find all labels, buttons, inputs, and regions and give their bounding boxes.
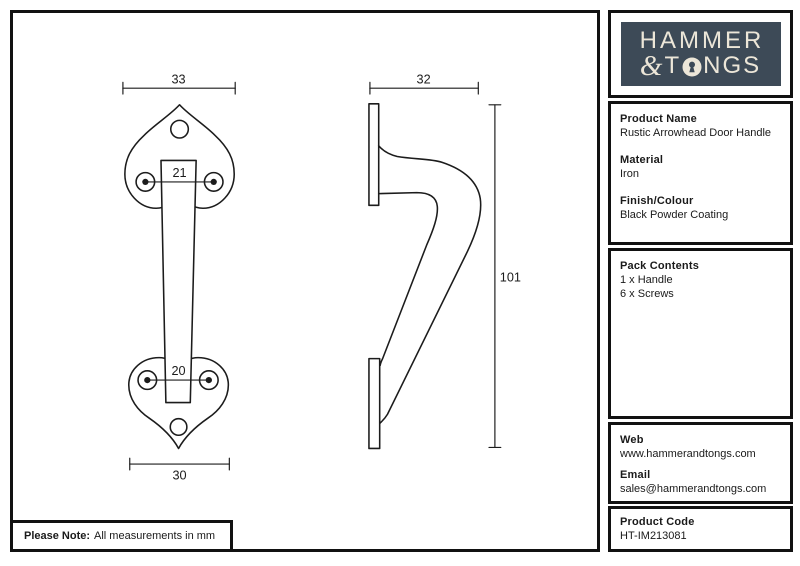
material-label: Material bbox=[620, 154, 664, 166]
technical-drawing-svg bbox=[13, 13, 597, 549]
material-value: Iron bbox=[620, 168, 639, 180]
side-handle-inner bbox=[379, 193, 438, 366]
email-label: Email bbox=[620, 469, 651, 481]
contact-box bbox=[608, 422, 793, 504]
logo-letter-t: T bbox=[664, 52, 682, 79]
logo-word-tongs bbox=[639, 50, 762, 82]
finish-value: Black Powder Coating bbox=[620, 209, 729, 221]
measurement-note bbox=[10, 520, 233, 552]
product-code-value: HT-IM213081 bbox=[620, 530, 687, 542]
front-screw-dot bbox=[144, 377, 150, 383]
keyhole-icon bbox=[682, 57, 702, 77]
logo-box bbox=[608, 10, 793, 98]
dim-label-30: 30 bbox=[172, 468, 187, 483]
front-screw-dot bbox=[211, 179, 217, 185]
pack-contents-label: Pack Contents bbox=[620, 260, 700, 272]
logo-letters-ngs: NGS bbox=[703, 52, 762, 79]
logo-word-hammer: HAMMER bbox=[639, 27, 765, 54]
drawing-area bbox=[10, 10, 600, 552]
side-handle-outer bbox=[379, 146, 481, 423]
hammer-and-tongs-logo bbox=[621, 22, 781, 86]
note-text: All measurements in mm bbox=[94, 530, 216, 542]
dim-label-21: 21 bbox=[172, 166, 187, 181]
logo-ampersand: & bbox=[639, 50, 663, 82]
pack-contents-box bbox=[608, 248, 793, 419]
finish-label: Finish/Colour bbox=[620, 195, 694, 207]
dim-label-32: 32 bbox=[416, 72, 431, 87]
product-info-box bbox=[608, 101, 793, 245]
pack-item: 6 x Screws bbox=[620, 288, 674, 300]
side-bottom-plate bbox=[369, 359, 380, 449]
product-code-label: Product Code bbox=[620, 516, 695, 528]
product-name-label: Product Name bbox=[620, 113, 697, 125]
front-screw-dot bbox=[142, 179, 148, 185]
dim-label-33: 33 bbox=[171, 72, 186, 87]
dim-label-20: 20 bbox=[171, 364, 186, 379]
front-screw-dot bbox=[206, 377, 212, 383]
product-code-box bbox=[608, 506, 793, 552]
note-label: Please Note: bbox=[24, 530, 91, 542]
email-value: sales@hammerandtongs.com bbox=[620, 483, 767, 495]
web-value: www.hammerandtongs.com bbox=[620, 448, 756, 460]
web-label: Web bbox=[620, 434, 644, 446]
dim-label-101: 101 bbox=[499, 270, 521, 285]
side-top-plate bbox=[369, 104, 379, 206]
pack-item: 1 x Handle bbox=[620, 274, 673, 286]
front-view bbox=[123, 72, 235, 482]
side-view bbox=[369, 72, 521, 448]
product-name-value: Rustic Arrowhead Door Handle bbox=[620, 127, 772, 139]
